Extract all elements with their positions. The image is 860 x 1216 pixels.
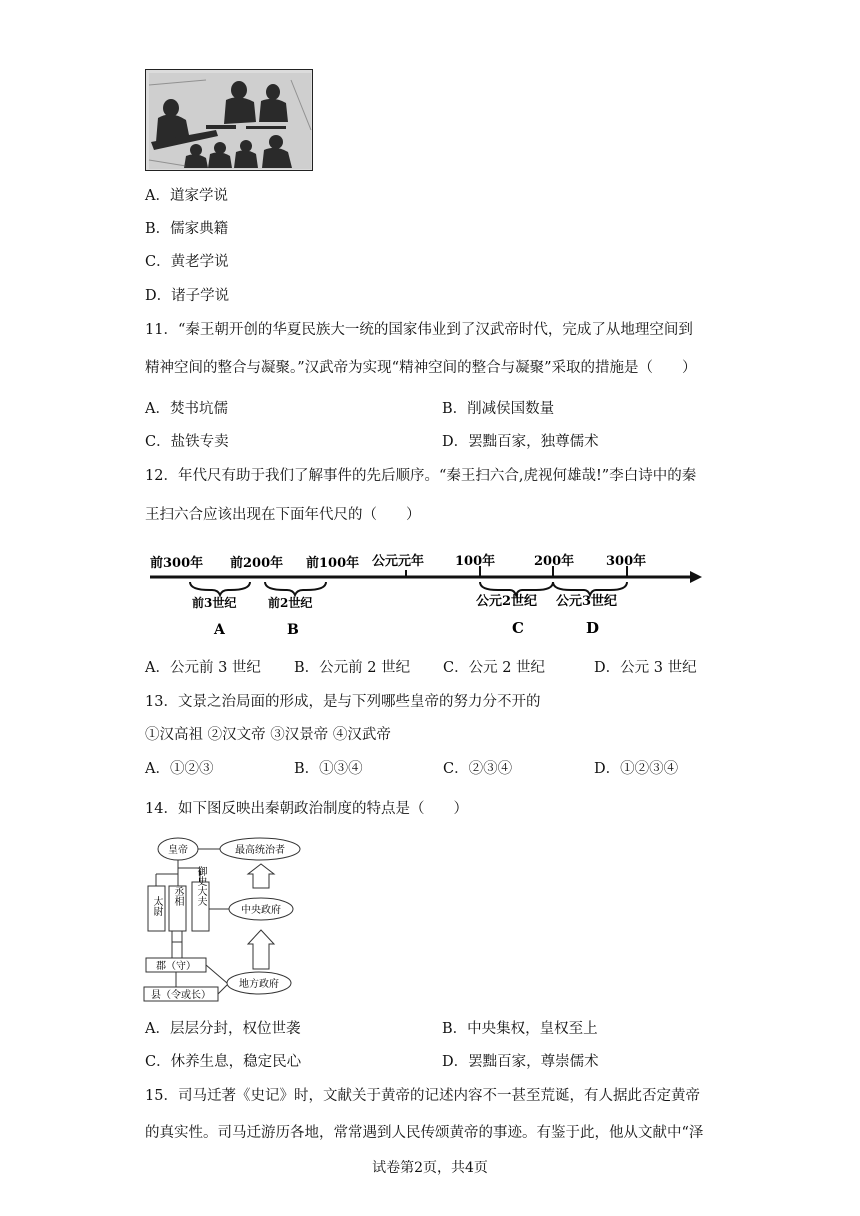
brace-b <box>265 582 326 595</box>
tick-label-200bc: 前200年 <box>230 556 284 571</box>
q11-stem-line1: 11．“秦王朝开创的华夏民族大一统的国家伟业到了汉武帝时代，完成了从地理空间到 <box>145 322 693 338</box>
tick-label-ad1: 公元元年 <box>372 554 425 569</box>
q11-option-b: B．削减侯国数量 <box>442 401 555 417</box>
q11-option-d: D．罢黜百家，独尊儒术 <box>442 434 599 450</box>
q12-stem-line1: 12．年代尺有助于我们了解事件的先后顺序。“秦王扫六合,虎视何雄哉!”李白诗中的秦 <box>145 468 697 484</box>
span-label-2nd-ad: 公元2世纪 <box>476 594 538 609</box>
q15-stem-line1: 15．司马迁著《史记》时，文献关于黄帝的记述内容不一甚至荒诞，有人据此否定黄帝 <box>145 1088 700 1104</box>
q13-option-d: D．①②③④ <box>594 761 679 777</box>
q11-option-a: A．焚书坑儒 <box>145 401 228 417</box>
q14-stem: 14．如下图反映出秦朝政治制度的特点是（ ） <box>145 801 468 817</box>
node-emperor: 皇帝 <box>168 845 188 856</box>
q10-option-b: B．儒家典籍 <box>145 221 229 237</box>
span-letter-d: D <box>586 619 600 637</box>
q11-stem-line2: 精神空间的整合与凝聚。”汉武帝为实现“精神空间的整合与凝聚”采取的措施是（ ） <box>145 360 697 376</box>
node-yushi: 御史大夫 <box>195 866 206 906</box>
node-jun: 郡（守） <box>156 961 196 972</box>
q10-option-d: D．诸子学说 <box>145 288 230 304</box>
q14-option-b: B．中央集权，皇权至上 <box>442 1021 598 1037</box>
q13-option-a: A．①②③ <box>145 761 214 777</box>
q12-option-c: C．公元 2 世纪 <box>443 660 546 676</box>
node-local-government: 地方政府 <box>239 979 279 990</box>
tick-label-300: 300年 <box>606 554 647 569</box>
span-letter-a: A <box>214 622 225 638</box>
q11-option-c: C．盐铁专卖 <box>145 434 229 450</box>
q13-option-b: B．①③④ <box>294 761 363 777</box>
node-taiwei: 太尉 <box>151 896 162 916</box>
q10-option-a: A．道家学说 <box>145 188 228 204</box>
q12-stem-line2: 王扫六合应该出现在下面年代尺的（ ） <box>145 507 421 523</box>
node-supreme-ruler: 最高统治者 <box>235 845 285 856</box>
q12-option-b: B．公元前 2 世纪 <box>294 660 411 676</box>
brace-a <box>190 582 250 595</box>
q14-option-c: C．休养生息，稳定民心 <box>145 1054 302 1070</box>
span-label-2nd-bc: 前2世纪 <box>268 596 313 610</box>
tick-label-100bc: 前100年 <box>306 556 360 571</box>
q15-stem-line2: 的真实性。司马迁游历各地，常常遇到人民传颂黄帝的事迹。有鉴于此，他从文献中“泽 <box>145 1125 704 1141</box>
node-central-government: 中央政府 <box>241 905 281 916</box>
tick-label-300bc: 前300年 <box>150 556 204 571</box>
page-footer: 试卷第2页，共4页 <box>372 1160 488 1176</box>
tick-label-100: 100年 <box>455 554 496 569</box>
span-label-3rd-bc: 前3世纪 <box>192 596 237 610</box>
q12-option-a: A．公元前 3 世纪 <box>145 660 261 676</box>
span-letter-b: B <box>287 622 299 638</box>
node-chengxiang: 丞相 <box>172 886 183 906</box>
timeline-figure <box>150 540 710 645</box>
stone-relief-image <box>145 69 313 171</box>
q14-option-a: A．层层分封，权位世袭 <box>145 1021 301 1037</box>
q14-option-d: D．罢黜百家，尊崇儒术 <box>442 1054 599 1070</box>
node-xian: 县（令或长） <box>151 990 211 1001</box>
q13-stem-line1: 13．文景之治局面的形成，是与下列哪些皇帝的努力分不开的 <box>145 694 541 710</box>
span-letter-c: C <box>512 619 524 637</box>
q13-option-c: C．②③④ <box>443 761 513 777</box>
tick-label-200: 200年 <box>534 554 575 569</box>
q12-option-d: D．公元 3 世纪 <box>594 660 697 676</box>
q10-option-c: C．黄老学说 <box>145 254 229 270</box>
qin-government-diagram <box>140 830 310 1005</box>
span-label-3rd-ad: 公元3世纪 <box>556 594 618 609</box>
q13-stem-line2: ①汉高祖 ②汉文帝 ③汉景帝 ④汉武帝 <box>145 727 391 743</box>
